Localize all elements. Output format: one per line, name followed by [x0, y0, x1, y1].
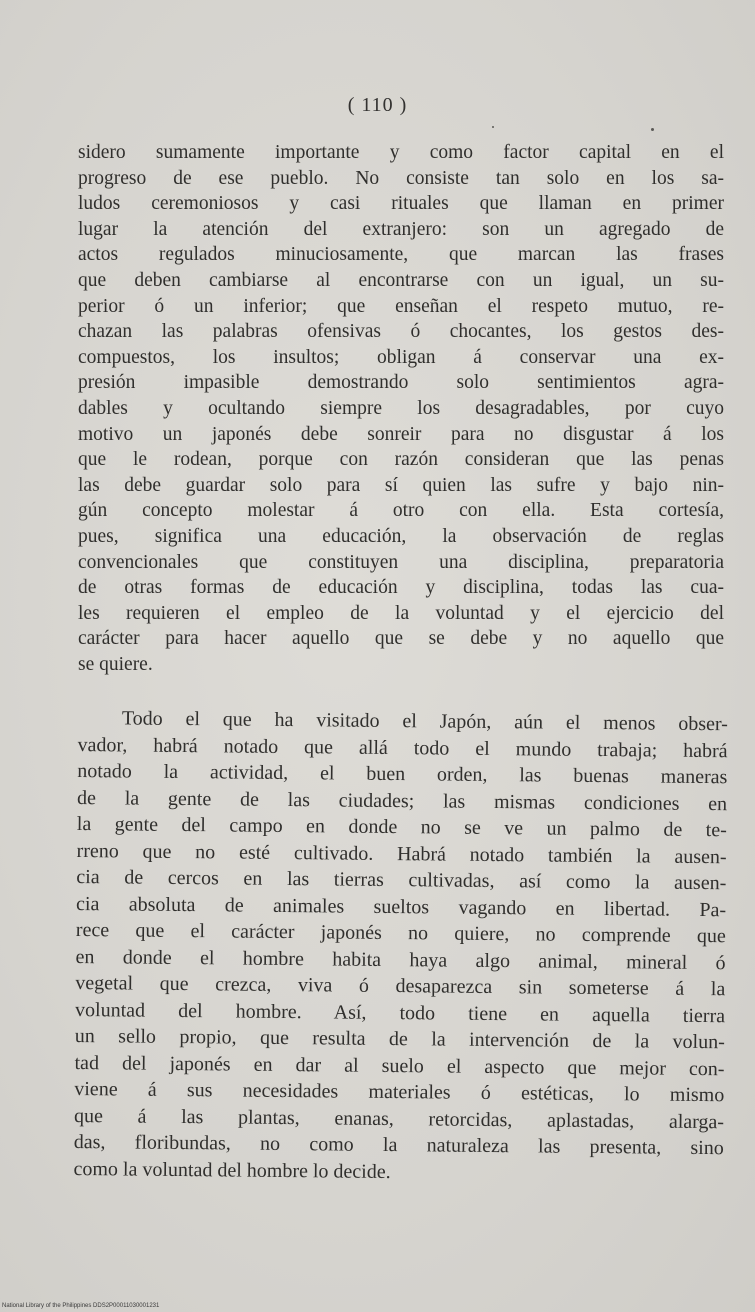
text-line: perior ó un inferior; que enseñan el respeto mutuo, re-: [78, 295, 724, 317]
text-line: rece que el carácter japonés no quiere, no comprende que: [75, 918, 726, 948]
text-line: ludos ceremoniosos y casi rituales que llaman en primer: [78, 193, 724, 215]
text-line: pues, significa una educación, la observación de reglas: [78, 525, 724, 547]
text-line: que deben cambiarse al encontrarse con un igual, un su-: [78, 269, 724, 291]
text-line: vador, habrá notado que allá todo el mundo trabaja; habrá: [77, 733, 728, 762]
ink-speck: [651, 128, 654, 131]
text-line: lugar la atención del extranjero: son un agregado de: [78, 218, 724, 240]
text-line: de la gente de las ciudades; las mismas condiciones en: [77, 786, 728, 815]
text-line: de otras formas de educación y disciplina, todas las cua-: [78, 577, 724, 599]
paragraph-2: [73, 705, 728, 1188]
text-line: notado la actividad, el buen orden, las buenas maneras: [77, 759, 728, 789]
text-line: progreso de ese pueblo. No consiste tan solo en los sa-: [78, 167, 724, 189]
text-line: que le rodean, porque con razón consideran que las penas: [78, 449, 724, 471]
text-line: actos regulados minuciosamente, que marcan las frases: [78, 244, 724, 266]
text-line: tad del japonés en dar al suelo el aspecto que mejor con-: [74, 1051, 725, 1080]
text-line: viene á sus necesidades materiales ó estéticas, lo mismo: [74, 1077, 725, 1107]
text-line: las debe guardar solo para sí quien las sufre y bajo nin-: [78, 474, 724, 496]
library-credit: National Library of the Philippines DDS2P0001103000123​1: [2, 1303, 160, 1309]
text-line: das, floribundas, no como la naturaleza las presenta, sino: [73, 1130, 724, 1160]
text-line: chazan las palabras ofensivas ó chocantes, los gestos des-: [78, 321, 724, 343]
text-line: un sello propio, que resulta de la intervención de la volun-: [74, 1024, 725, 1054]
text-line: voluntad del hombre. Así, todo tiene en aquella tierra: [74, 998, 726, 1027]
ink-speck: [492, 126, 494, 128]
text-line: les requieren el empleo de la voluntad y el ejercicio del: [78, 602, 724, 624]
text-line: sidero sumamente importante y como factor capital en el: [78, 142, 724, 163]
text-line: que á las plantas, enanas, retorcidas, aplastadas, alarga-: [73, 1104, 725, 1133]
text-line: dables y ocultando siempre los desagradables, por cuyo: [78, 397, 724, 419]
text-line: vegetal que crezca, viva ó desaparezca sin someterse á la: [75, 971, 726, 1001]
text-line: Todo el que ha visitado el Japón, aún el menos obser-: [121, 707, 728, 736]
text-line: rreno que no esté cultivado. Habrá notado también la ausen-: [76, 839, 727, 868]
text-line: presión impasible demostrando solo sentimientos agra-: [78, 372, 724, 394]
text-line: carácter para hacer aquello que se debe y no aquello que: [78, 628, 724, 650]
text-line: se quiere.: [78, 653, 153, 675]
text-line: cia absoluta de animales sueltos vagando en libertad. Pa-: [75, 892, 727, 921]
text-line: gún concepto molestar á otro con ella. Esta cortesía,: [78, 500, 724, 522]
page-number: ( 110 ): [347, 94, 408, 116]
text-line: motivo un japonés debe sonreir para no disgustar á los: [78, 423, 724, 445]
text-line: convencionales que constituyen una disciplina, preparatoria: [78, 551, 724, 573]
text-line: como la voluntad del hombre lo decide.: [73, 1157, 391, 1183]
text-line: cia de cercos en las tierras cultivadas, así como la ausen-: [76, 865, 727, 895]
paragraph-1: [78, 140, 724, 677]
text-line: en donde el hombre habita haya algo animal, mineral ó: [75, 945, 726, 974]
text-line: compuestos, los insultos; obligan á conservar una ex-: [78, 346, 724, 368]
text-line: la gente del campo en donde no se ve un palmo de te-: [76, 812, 727, 842]
